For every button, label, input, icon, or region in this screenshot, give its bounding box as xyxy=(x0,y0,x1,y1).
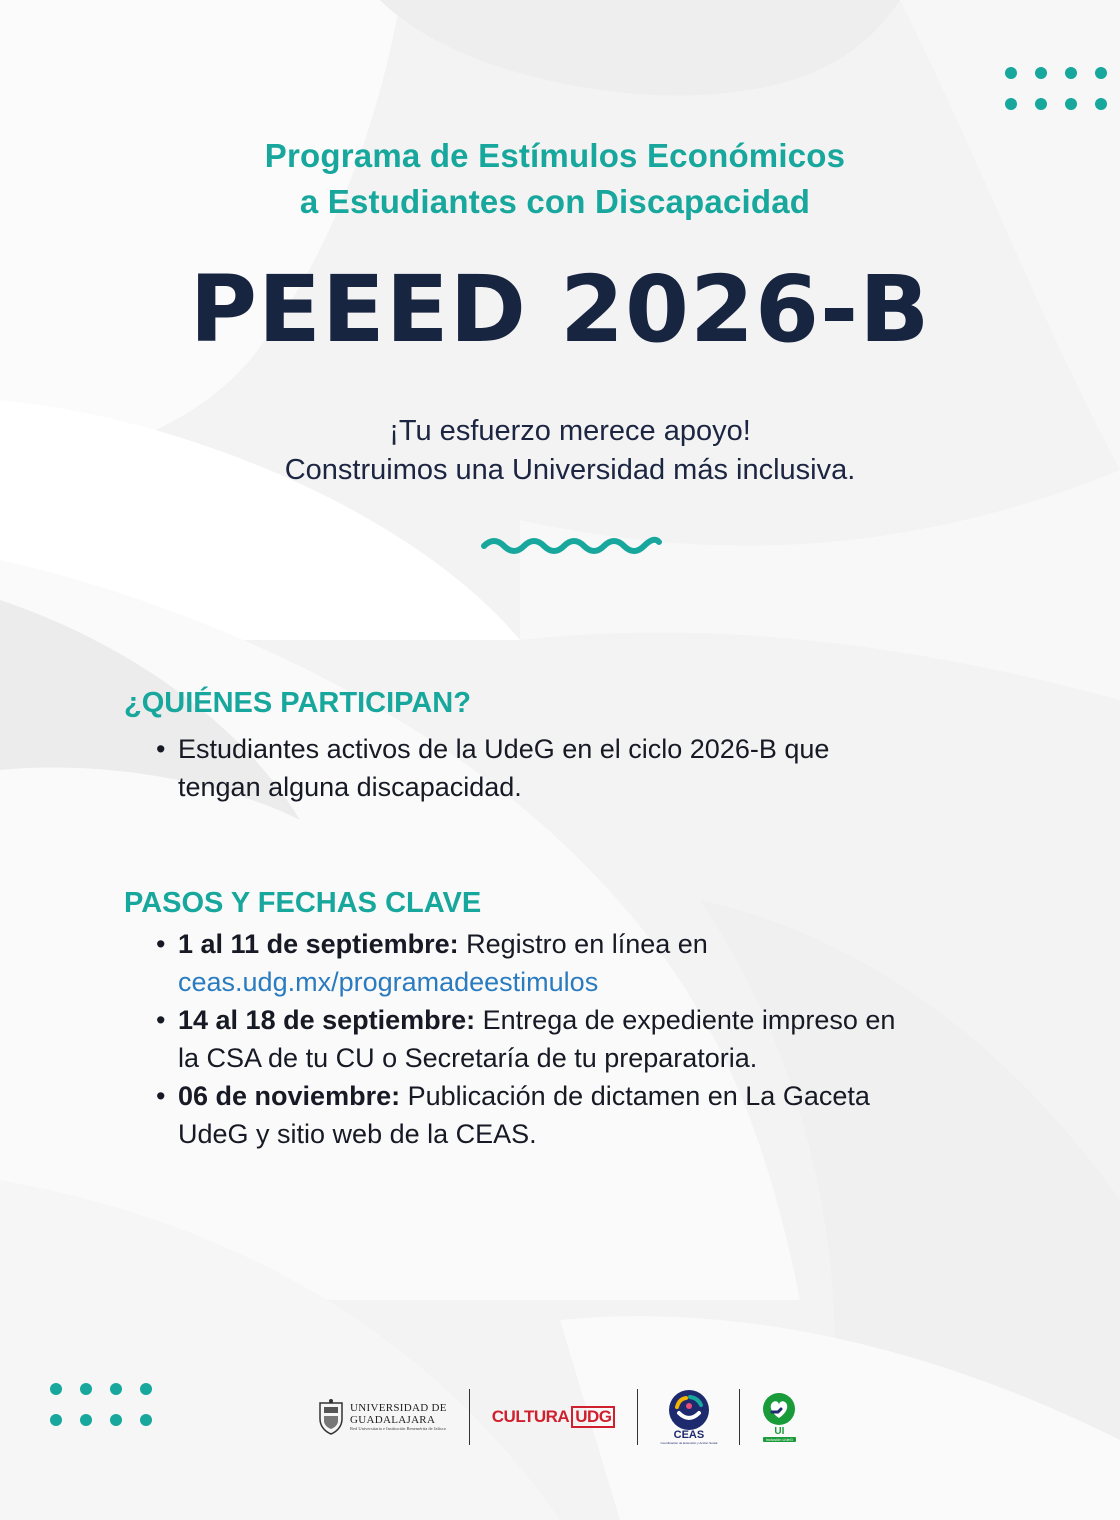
logo-divider xyxy=(637,1389,638,1445)
udg-logo xyxy=(318,1399,447,1435)
udg-subtitle: Red Universitaria e Institución Benemérita de Jalisco xyxy=(350,1426,446,1431)
program-title-line1: Programa de Estímulos Económicos xyxy=(264,137,846,174)
tagline-line2: Construimos una Universidad más inclusiva. xyxy=(284,454,856,486)
list-item xyxy=(156,925,1036,1001)
who-line1: Estudiantes activos de la UdeG en el ciclo 2026-B que xyxy=(178,734,830,764)
who-line2: tengan alguna discapacidad. xyxy=(178,772,522,802)
cultura-udg-logo xyxy=(492,1406,616,1428)
list-item xyxy=(156,730,976,806)
logo-divider xyxy=(469,1389,470,1445)
ceas-emblem-icon xyxy=(668,1389,710,1431)
who-participates-list xyxy=(156,730,976,806)
tagline-line1: ¡Tu esfuerzo merece apoyo! xyxy=(389,415,751,447)
partner-logos xyxy=(318,1382,796,1452)
who-participates-heading: ¿QUIÉNES PARTICIPAN? xyxy=(124,687,471,719)
ceas-name: CEAS xyxy=(673,1429,705,1441)
step-text: Publicación de dictamen en La Gaceta xyxy=(400,1081,870,1111)
program-title xyxy=(0,133,1110,225)
tagline xyxy=(0,412,1120,490)
step-date: 06 de noviembre: xyxy=(178,1081,401,1111)
bullet: • xyxy=(156,1081,166,1111)
cultura-word: CULTURA xyxy=(491,1407,570,1426)
step-date: 14 al 18 de septiembre: xyxy=(178,1005,476,1035)
logo-divider xyxy=(739,1389,740,1445)
step-text-line2: la CSA de tu CU o Secretaría de tu preparatoria. xyxy=(178,1043,758,1073)
udg-name-line1: UNIVERSIDAD DE xyxy=(350,1402,447,1414)
program-title-line2: a Estudiantes con Discapacidad xyxy=(299,183,811,220)
list-item xyxy=(156,1001,1036,1077)
step-text: Entrega de expediente impreso en xyxy=(475,1005,896,1035)
cultura-udg: UDG xyxy=(571,1406,615,1428)
heart-hand-icon xyxy=(762,1392,796,1426)
udg-crest-icon xyxy=(318,1399,344,1435)
registration-link[interactable]: ceas.udg.mx/programadeestimulos xyxy=(178,967,599,997)
headline: PEEED 2026-B xyxy=(189,256,931,363)
step-text: Registro en línea en xyxy=(458,929,708,959)
step-text-line2: UdeG y sitio web de la CEAS. xyxy=(178,1119,537,1149)
ui-name: UI xyxy=(774,1426,785,1437)
bullet: • xyxy=(156,929,166,959)
steps-list xyxy=(156,925,1036,1153)
step-date: 1 al 11 de septiembre: xyxy=(178,929,459,959)
bullet: • xyxy=(156,1005,166,1035)
list-item xyxy=(156,1077,1036,1153)
steps-heading: PASOS Y FECHAS CLAVE xyxy=(124,887,482,919)
ui-subtitle: Inclusión UdeG xyxy=(763,1437,796,1442)
ceas-logo xyxy=(660,1389,717,1445)
udg-name-line2: GUADALAJARA xyxy=(350,1414,436,1426)
bullet: • xyxy=(156,734,166,764)
inclusion-udg-logo xyxy=(762,1392,796,1442)
ceas-subtitle: Coordinación de Extensión y Acción Social xyxy=(660,1441,718,1445)
wave-divider-icon xyxy=(481,533,662,555)
